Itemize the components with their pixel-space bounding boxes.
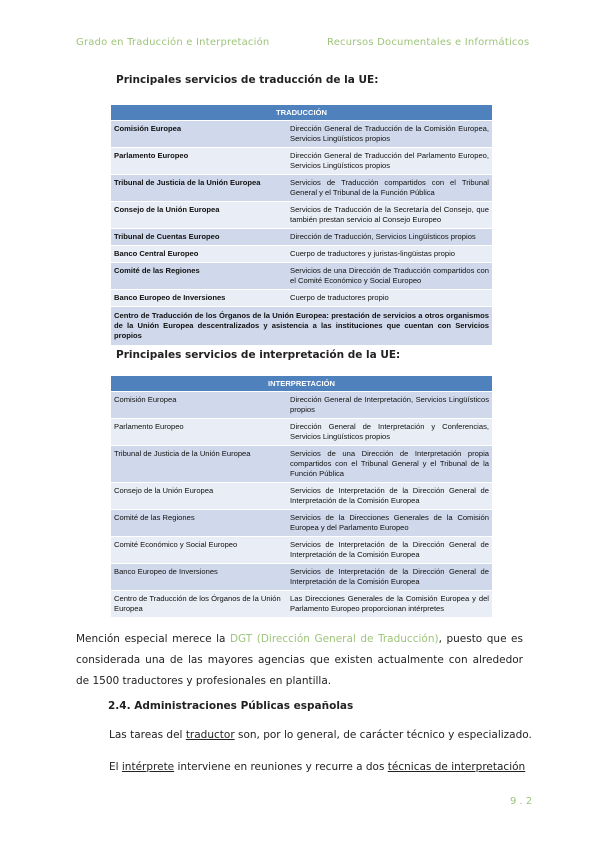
- institution-cell: Banco Europeo de Inversiones: [111, 290, 287, 307]
- table-row: [111, 175, 492, 202]
- service-cell: Dirección General de Interpretación y Conferencias, Servicios Lingüísticos propios: [287, 419, 492, 446]
- service-cell: Las Direcciones Generales de la Comisión Europea y del Parlamento Europeo proporcionan intérpretes: [287, 591, 492, 618]
- interpreter-line-middle: interviene en reuniones y recurre a dos: [174, 761, 388, 773]
- table-row: [111, 202, 492, 229]
- table-row: [111, 483, 492, 510]
- institution-cell: Consejo de la Unión Europea: [111, 483, 287, 510]
- translation-services-table: [111, 105, 492, 346]
- table-row: [111, 263, 492, 290]
- header-degree: Grado en Traducción e Interpretación: [76, 37, 270, 48]
- institution-cell: Comité de las Regiones: [111, 510, 287, 537]
- institution-cell: Comité Económico y Social Europeo: [111, 537, 287, 564]
- service-cell: Dirección de Traducción, Servicios Lingüísticos propios: [287, 229, 492, 246]
- page-number: 9 . 2: [510, 796, 533, 807]
- table-row: [111, 510, 492, 537]
- table-row: [111, 148, 492, 175]
- service-cell: Servicios de Traducción de la Secretaría del Consejo, que también prestan servicio al Consejo Europeo: [287, 202, 492, 229]
- institution-cell: Tribunal de Justicia de la Unión Europea: [111, 446, 287, 483]
- institution-cell: Banco Europeo de Inversiones: [111, 564, 287, 591]
- institution-cell: Comisión Europea: [111, 121, 287, 148]
- service-cell: Dirección General de Traducción de la Comisión Europea, Servicios Lingüísticos propios: [287, 121, 492, 148]
- interpreter-line: [109, 761, 525, 773]
- interpretation-techniques-term: técnicas de interpretación: [387, 761, 526, 773]
- service-cell: Servicios de Interpretación de la Dirección General de Interpretación de la Comisión Europea: [287, 483, 492, 510]
- table-row: [111, 307, 492, 346]
- translator-line: [109, 729, 532, 741]
- interpretation-services-table: [111, 376, 492, 618]
- subsection-heading: 2.4. Administraciones Públicas españolas: [108, 700, 354, 712]
- translation-section-title: Principales servicios de traducción de la UE:: [116, 74, 379, 86]
- table-row: [111, 446, 492, 483]
- table-row: [111, 591, 492, 618]
- table-row: [111, 229, 492, 246]
- institution-cell: Comisión Europea: [111, 392, 287, 419]
- table-row: [111, 246, 492, 263]
- translation-table-header: TRADUCCIÓN: [111, 105, 492, 121]
- table-row: [111, 564, 492, 591]
- interpretation-section-title: Principales servicios de interpretación de la UE:: [116, 349, 401, 361]
- institution-cell: Centro de Traducción de los Órganos de la Unión Europea: [111, 591, 287, 618]
- header-course: Recursos Documentales e Informáticos: [327, 37, 530, 48]
- institution-cell: Banco Central Europeo: [111, 246, 287, 263]
- interpreter-line-start: El: [109, 761, 122, 773]
- interpretation-table-header: INTERPRETACIÓN: [111, 376, 492, 392]
- service-cell: Cuerpo de traductores y juristas-lingüistas propio: [287, 246, 492, 263]
- service-cell: Servicios de la Direcciones Generales de la Comisión Europea y del Parlamento Europeo: [287, 510, 492, 537]
- institution-cell: Tribunal de Justicia de la Unión Europea: [111, 175, 287, 202]
- table-row: [111, 392, 492, 419]
- table-row: [111, 537, 492, 564]
- translator-line-start: Las tareas del: [109, 729, 186, 741]
- table-row: [111, 121, 492, 148]
- dgt-link[interactable]: DGT (Dirección General de Traducción): [229, 633, 439, 645]
- service-cell: Dirección General de Interpretación, Servicios Lingüísticos propios: [287, 392, 492, 419]
- service-cell: Servicios de una Dirección de Interpretación propia compartidos con el Tribunal General y el Tribunal de la Función Pública: [287, 446, 492, 483]
- institution-cell: Parlamento Europeo: [111, 419, 287, 446]
- dgt-mention-paragraph: [76, 629, 523, 692]
- table-row: [111, 419, 492, 446]
- institution-cell: Tribunal de Cuentas Europeo: [111, 229, 287, 246]
- institution-cell: Parlamento Europeo: [111, 148, 287, 175]
- service-cell: Cuerpo de traductores propio: [287, 290, 492, 307]
- translator-line-end: son, por lo general, de carácter técnico y especializado.: [234, 729, 532, 741]
- institution-cell: Comité de las Regiones: [111, 263, 287, 290]
- mention-text-start: Mención especial merece la: [76, 633, 230, 645]
- service-cell: Servicios de Traducción compartidos con el Tribunal General y el Tribunal de la Función Pública: [287, 175, 492, 202]
- table-row: [111, 290, 492, 307]
- service-cell: Servicios de una Dirección de Traducción compartidos con el Comité Económico y Social Europeo: [287, 263, 492, 290]
- service-cell: Dirección General de Traducción del Parlamento Europeo, Servicios Lingüísticos propios: [287, 148, 492, 175]
- service-cell: Servicios de Interpretación de la Dirección General de Interpretación de la Comisión Europea: [287, 537, 492, 564]
- translation-centre-note: Centro de Traducción de los Órganos de la Unión Europea: prestación de servicios a otros organismos de la Unión Europea descentralizados y asistencia a las instituciones que cuentan con Servicios propios: [111, 307, 492, 346]
- translator-term: traductor: [185, 729, 235, 741]
- mention-text-end: , puesto que es considerada una de las mayores agencias que existen actualmente con alrededor de 1500 traductores y profesionales en plantilla.: [76, 633, 523, 687]
- institution-cell: Consejo de la Unión Europea: [111, 202, 287, 229]
- service-cell: Servicios de Interpretación de la Dirección General de Interpretación de la Comisión Europea: [287, 564, 492, 591]
- interpreter-term: intérprete: [121, 761, 175, 773]
